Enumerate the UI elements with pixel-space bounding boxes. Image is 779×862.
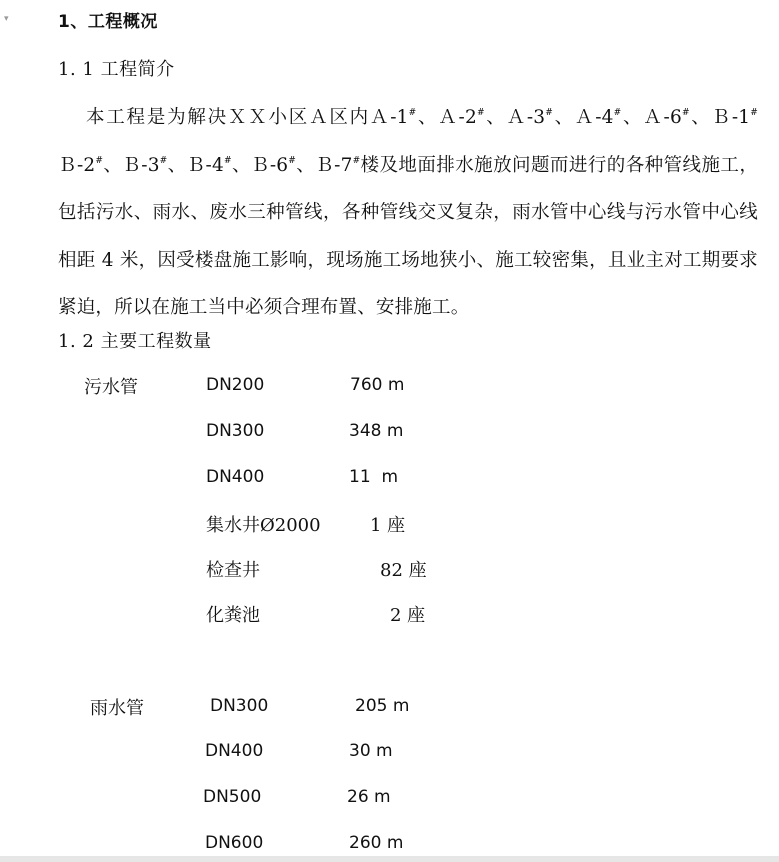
sewage-qty-collection-well: 1 座 bbox=[370, 515, 406, 536]
rain-qty-dn600: 260 m bbox=[349, 833, 404, 853]
sewage-qty-dn200: 760 m bbox=[350, 375, 405, 395]
sewage-qty-inspection-well: 82 座 bbox=[380, 560, 427, 581]
rain-spec-dn400: DN400 bbox=[205, 741, 264, 761]
intro-paragraph: 本工程是为解决ＸＸ小区Ａ区内Ａ-1#、Ａ-2#、Ａ-3#、Ａ-4#、Ａ-6#、Ｂ-1# Ｂ-2#、Ｂ-3#、Ｂ-4#、Ｂ-6#、Ｂ-7#楼及地面排水施放问题而进行的各种管线施工，包括污水、雨水、废水三种管线，各种管线交叉复杂，雨水管中心线与污水管中心线相距 4 米，因受楼盘施工影响，现场施工场地狭小、施工较密集，且业主对工期要求紧迫，所以在施工当中必须合理布置、安排施工。 bbox=[58, 107, 759, 318]
sewage-spec-septic-tank: 化粪池 bbox=[206, 605, 260, 626]
rain-category-label: 雨水管 bbox=[90, 698, 144, 719]
rain-spec-dn300: DN300 bbox=[210, 696, 269, 716]
sewage-category-label: 污水管 bbox=[84, 377, 138, 398]
sewage-spec-dn200: DN200 bbox=[206, 375, 265, 395]
heading-project-overview: 1、工程概况 bbox=[58, 12, 158, 32]
heading-main-quantities: 1. 2 主要工程数量 bbox=[58, 331, 212, 352]
heading-project-intro: 1. 1 工程简介 bbox=[58, 59, 175, 80]
rain-qty-dn500: 26 m bbox=[347, 787, 391, 807]
page-bottom-divider bbox=[0, 856, 779, 862]
sewage-qty-dn300: 348 m bbox=[349, 421, 404, 441]
rain-qty-dn400: 30 m bbox=[349, 741, 393, 761]
sewage-qty-dn400: 11 m bbox=[349, 467, 398, 487]
sewage-spec-dn300: DN300 bbox=[206, 421, 265, 441]
sewage-qty-septic-tank: 2 座 bbox=[390, 605, 426, 626]
sewage-spec-dn400: DN400 bbox=[206, 467, 265, 487]
collapse-chevron-icon[interactable]: ▾ bbox=[4, 14, 9, 24]
sewage-spec-collection-well: 集水井Ø2000 bbox=[206, 515, 321, 536]
sewage-spec-inspection-well: 检查井 bbox=[206, 560, 260, 581]
rain-spec-dn600: DN600 bbox=[205, 833, 264, 853]
rain-qty-dn300: 205 m bbox=[355, 696, 410, 716]
rain-spec-dn500: DN500 bbox=[203, 787, 262, 807]
